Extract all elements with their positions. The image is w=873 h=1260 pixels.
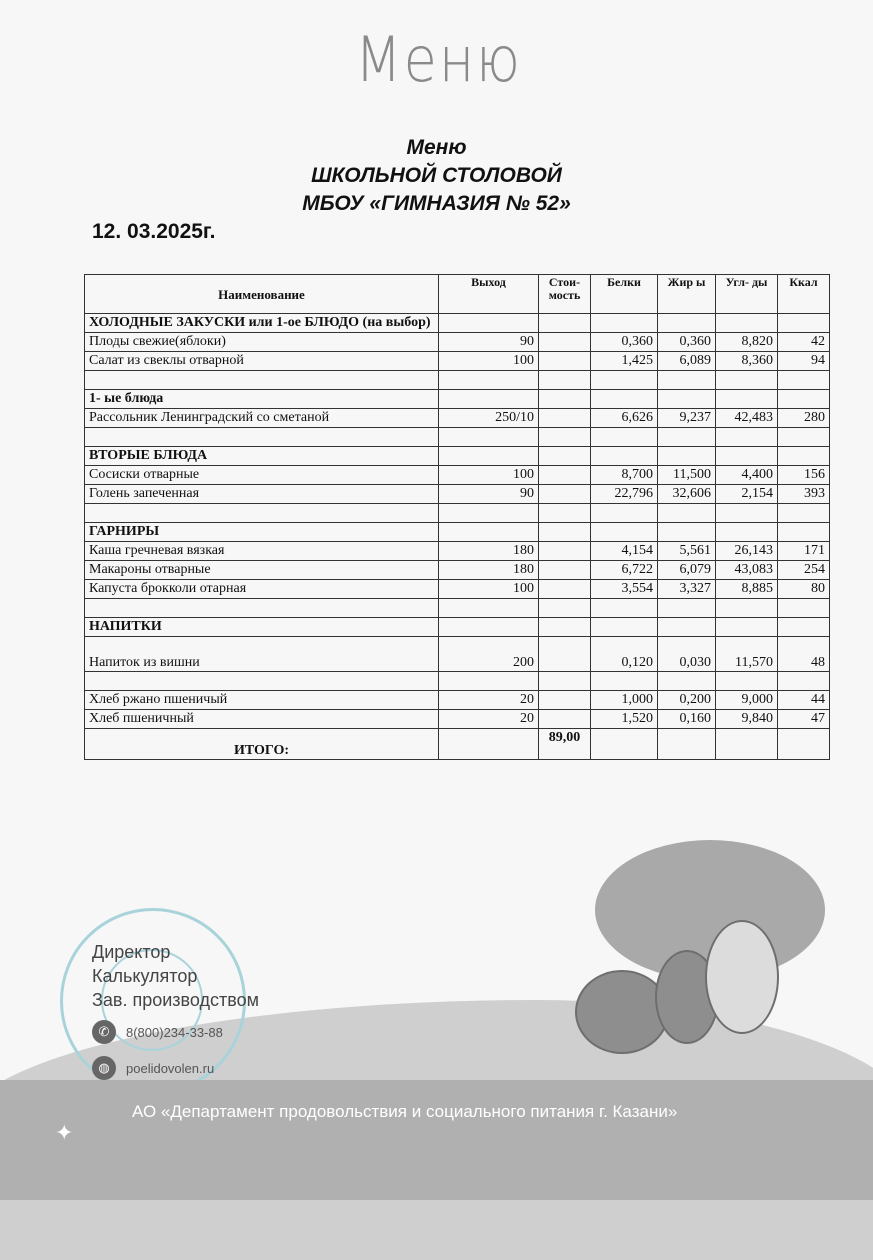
cell-price [539,580,591,599]
cell-carbs: 9,840 [716,710,778,729]
cell-fat: 0,160 [658,710,716,729]
sparkle-icon: ✦ [55,1120,74,1145]
menu-table-body [85,314,830,729]
cell-price [539,409,591,428]
dish-name [85,504,439,523]
table-row [85,485,830,504]
empty-row [85,672,830,691]
table-header-row [85,275,830,314]
cell-price [539,333,591,352]
cell-protein [591,672,658,691]
empty-row [85,428,830,447]
cell-protein: 0,360 [591,333,658,352]
cell-yield [439,523,539,542]
cell-carbs: 9,000 [716,691,778,710]
section-row [85,314,830,333]
cell-protein [591,428,658,447]
cell-protein: 8,700 [591,466,658,485]
cell-protein: 6,626 [591,409,658,428]
cell-protein [591,314,658,333]
cell-price [539,371,591,390]
cell-yield: 90 [439,485,539,504]
header-kcal: Ккал [778,275,830,314]
dish-name: Сосиски отварные [85,466,439,485]
dish-name: Голень запеченная [85,485,439,504]
cell-kcal [778,447,830,466]
cell-fat: 32,606 [658,485,716,504]
menu-date: 12. 03.2025г. [92,220,216,243]
cell-kcal: 94 [778,352,830,371]
cell-yield [439,314,539,333]
cell-yield: 20 [439,710,539,729]
cell-carbs: 43,083 [716,561,778,580]
cell-kcal [778,618,830,637]
cell-fat: 3,327 [658,580,716,599]
section-heading: НАПИТКИ [85,618,439,637]
section-row [85,523,830,542]
table-row [85,333,830,352]
cell-yield: 20 [439,691,539,710]
cell-protein [591,390,658,409]
cell-protein [591,447,658,466]
cell-protein [591,504,658,523]
cell-price [539,599,591,618]
cell-kcal [778,371,830,390]
cell-carbs: 8,820 [716,333,778,352]
cell-fat [658,523,716,542]
cell-kcal: 44 [778,691,830,710]
cell-price [539,485,591,504]
cell-price [539,447,591,466]
cell-price [539,352,591,371]
cell-price [539,390,591,409]
cell-yield: 200 [439,637,539,672]
cell-kcal: 80 [778,580,830,599]
cauliflower-character [705,920,779,1034]
globe-icon: ◍ [92,1056,116,1080]
total-protein [591,729,658,760]
cell-fat [658,428,716,447]
cell-price [539,542,591,561]
cell-fat [658,390,716,409]
website-url: poelidovolen.ru [126,1060,215,1076]
cell-carbs: 2,154 [716,485,778,504]
cell-yield: 100 [439,352,539,371]
cell-carbs [716,447,778,466]
cell-yield [439,672,539,691]
header-fat: Жир ы [658,275,716,314]
section-heading: ГАРНИРЫ [85,523,439,542]
table-row [85,580,830,599]
cell-yield [439,390,539,409]
header-price: Стои-мость [539,275,591,314]
cell-kcal [778,428,830,447]
dish-name: Напиток из вишни [85,637,439,672]
cell-fat [658,618,716,637]
cell-yield: 180 [439,561,539,580]
table-row [85,710,830,729]
cell-fat: 0,360 [658,333,716,352]
banner-text: АО «Департамент продовольствия и социального питания г. Казани» [132,1102,678,1121]
cell-price [539,504,591,523]
cell-fat [658,504,716,523]
signature-roles [92,940,259,1012]
cell-yield [439,599,539,618]
dish-name: Хлеб ржано пшеничый [85,691,439,710]
total-price: 89,00 [539,729,591,760]
cell-kcal [778,314,830,333]
cell-carbs: 42,483 [716,409,778,428]
table-row [85,352,830,371]
total-kcal [778,729,830,760]
cell-carbs [716,618,778,637]
cell-yield: 90 [439,333,539,352]
table-row [85,409,830,428]
empty-row [85,371,830,390]
cell-yield [439,618,539,637]
table-row [85,637,830,672]
cell-price [539,691,591,710]
cell-kcal: 171 [778,542,830,561]
section-row [85,390,830,409]
cell-kcal [778,390,830,409]
dish-name: Салат из свеклы отварной [85,352,439,371]
cell-fat [658,447,716,466]
dish-name [85,599,439,618]
phone-contact [92,1020,223,1044]
cell-price [539,561,591,580]
dish-name: Капуста брокколи отарная [85,580,439,599]
cell-kcal [778,504,830,523]
cell-kcal [778,523,830,542]
dish-name: Хлеб пшеничный [85,710,439,729]
section-heading: ХОЛОДНЫЕ ЗАКУСКИ или 1-ое БЛЮДО (на выбор) [85,314,439,333]
total-label: ИТОГО: [85,729,439,760]
title-line-2: ШКОЛЬНОЙ СТОЛОВОЙ [311,164,562,187]
dish-name: Рассольник Ленинградский со сметаной [85,409,439,428]
cell-protein [591,618,658,637]
cell-kcal: 42 [778,333,830,352]
cell-carbs [716,371,778,390]
dish-name: Макароны отварные [85,561,439,580]
cell-fat: 6,079 [658,561,716,580]
table-row [85,691,830,710]
role-calculator: Калькулятор [92,966,198,986]
total-carbs [716,729,778,760]
cell-yield [439,428,539,447]
website-contact [92,1056,214,1080]
cell-protein: 22,796 [591,485,658,504]
total-fat [658,729,716,760]
cell-fat [658,599,716,618]
table-row [85,466,830,485]
cell-kcal: 48 [778,637,830,672]
cell-protein: 4,154 [591,542,658,561]
cell-protein [591,523,658,542]
cell-fat: 11,500 [658,466,716,485]
cell-fat: 5,561 [658,542,716,561]
cell-carbs: 8,885 [716,580,778,599]
cell-yield: 180 [439,542,539,561]
dish-name [85,371,439,390]
section-row [85,447,830,466]
cell-protein: 0,120 [591,637,658,672]
cell-carbs: 4,400 [716,466,778,485]
cell-yield [439,447,539,466]
cell-price [539,710,591,729]
cell-price [539,672,591,691]
cell-protein [591,371,658,390]
phone-icon: ✆ [92,1020,116,1044]
cell-carbs: 26,143 [716,542,778,561]
cell-kcal: 47 [778,710,830,729]
cell-price [539,618,591,637]
cell-carbs [716,390,778,409]
cell-yield: 100 [439,466,539,485]
cell-carbs [716,504,778,523]
cell-fat [658,672,716,691]
cell-protein: 3,554 [591,580,658,599]
empty-row [85,504,830,523]
cell-fat: 9,237 [658,409,716,428]
cell-price [539,523,591,542]
cell-price [539,428,591,447]
cell-kcal [778,599,830,618]
cell-yield [439,371,539,390]
title-line-1: Меню [406,136,467,159]
cell-carbs: 11,570 [716,637,778,672]
total-yield [439,729,539,760]
cell-kcal: 393 [778,485,830,504]
dish-name [85,428,439,447]
dish-name: Каша гречневая вязкая [85,542,439,561]
table-row [85,561,830,580]
cell-carbs [716,428,778,447]
role-director: Директор [92,942,171,962]
cell-protein: 6,722 [591,561,658,580]
section-heading: ВТОРЫЕ БЛЮДА [85,447,439,466]
cell-protein: 1,520 [591,710,658,729]
dish-name: Плоды свежие(яблоки) [85,333,439,352]
cell-price [539,637,591,672]
total-row [85,729,830,760]
cell-carbs [716,599,778,618]
cell-yield: 250/10 [439,409,539,428]
section-heading: 1- ые блюда [85,390,439,409]
phone-number: 8(800)234-33-88 [126,1024,223,1040]
header-yield: Выход [439,275,539,314]
cell-price [539,314,591,333]
menu-table [84,274,830,760]
cell-carbs [716,523,778,542]
cell-protein: 1,000 [591,691,658,710]
cell-yield [439,504,539,523]
cell-yield: 100 [439,580,539,599]
header-protein: Белки [591,275,658,314]
cell-fat: 0,200 [658,691,716,710]
cell-protein [591,599,658,618]
cell-carbs [716,314,778,333]
cell-fat: 0,030 [658,637,716,672]
cell-kcal: 280 [778,409,830,428]
cell-price [539,466,591,485]
cell-carbs [716,672,778,691]
document-title [0,134,873,218]
empty-row [85,599,830,618]
header-carbs: Угл- ды [716,275,778,314]
cell-fat: 6,089 [658,352,716,371]
dish-name [85,672,439,691]
cell-carbs: 8,360 [716,352,778,371]
cell-protein: 1,425 [591,352,658,371]
handwritten-title: Меню [355,23,522,96]
title-line-3: МБОУ «ГИМНАЗИЯ № 52» [302,192,571,215]
section-row [85,618,830,637]
cell-kcal [778,672,830,691]
role-production-head: Зав. производством [92,990,259,1010]
header-name: Наименование [85,275,439,314]
cell-kcal: 254 [778,561,830,580]
cell-fat [658,371,716,390]
table-row [85,542,830,561]
dumpling-character [575,970,669,1054]
cell-kcal: 156 [778,466,830,485]
bottom-banner [0,1080,873,1200]
cell-fat [658,314,716,333]
